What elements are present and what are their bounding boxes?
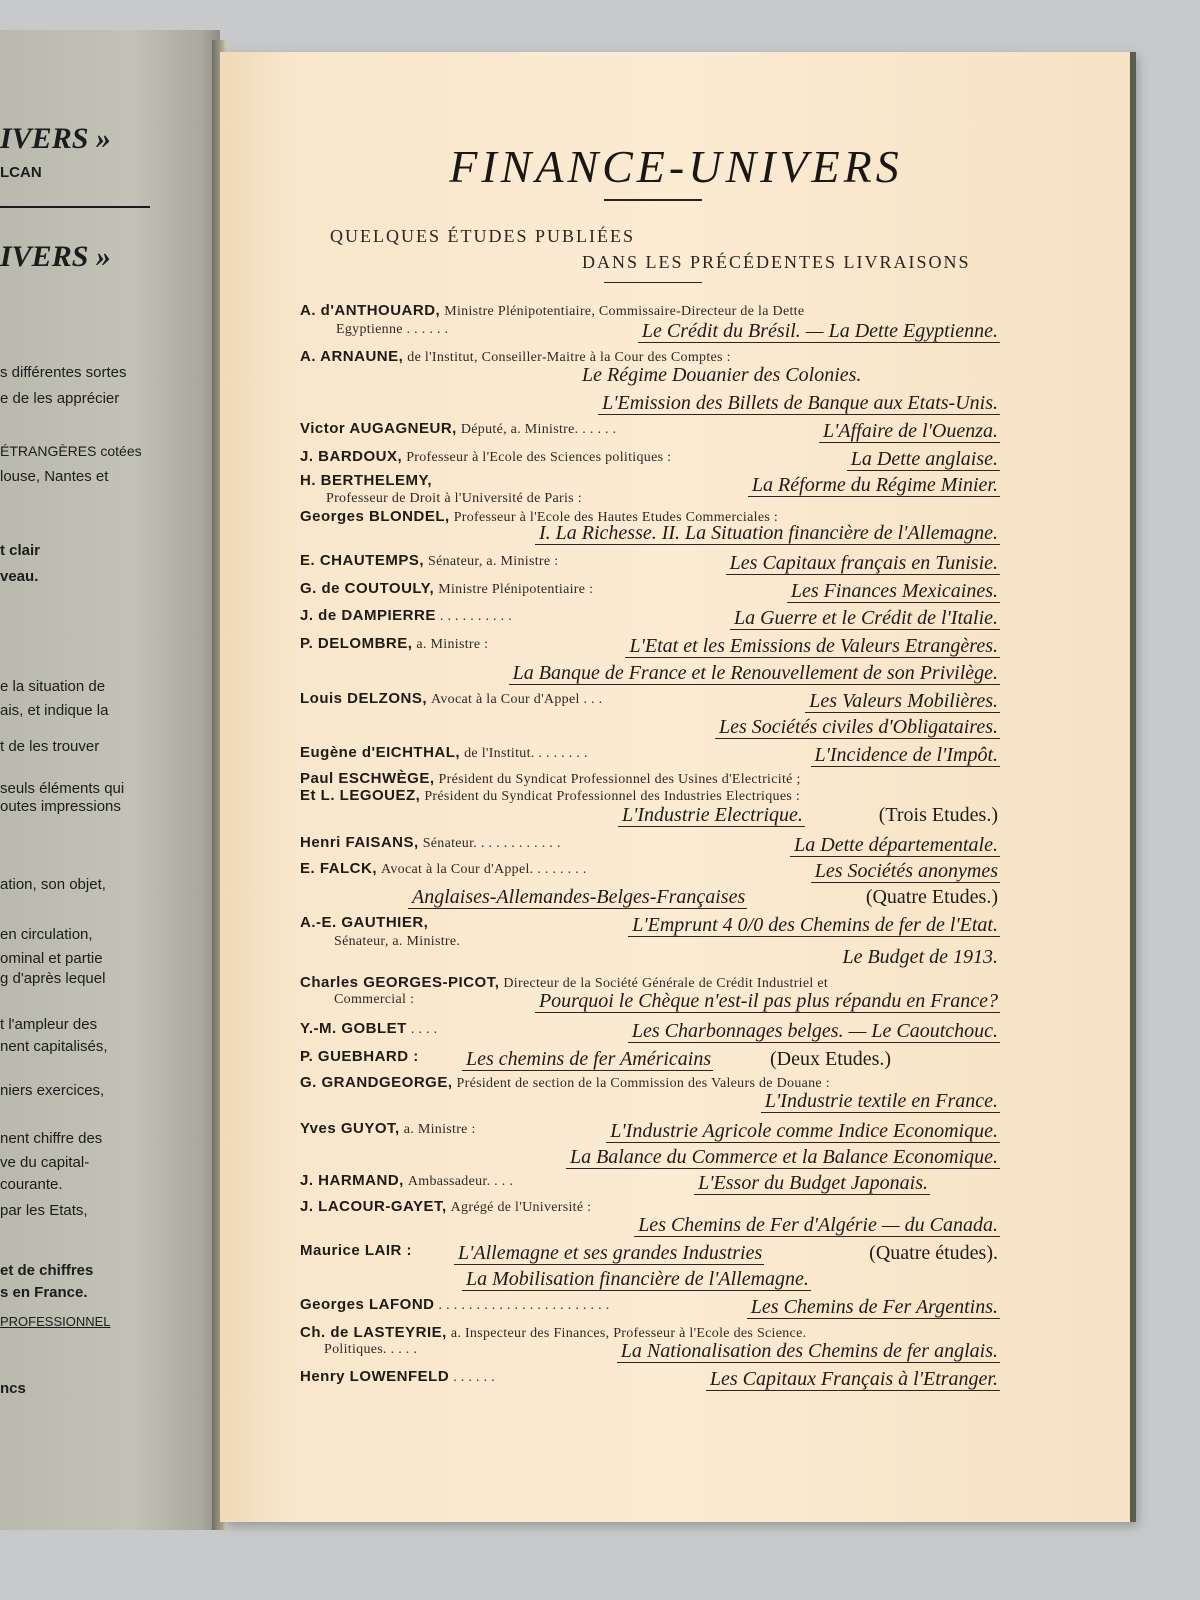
entry-info: Ministre Plénipotentiaire :	[438, 582, 594, 597]
entry-title: Pourquoi le Chèque n'est-il pas plus répandu en France?	[535, 990, 1000, 1013]
entry-title: L'Essor du Budget Japonais.	[694, 1172, 930, 1195]
left-line: t l'ampleur des	[0, 1016, 98, 1033]
left-line: louse, Nantes et	[0, 468, 109, 485]
entry-title: L'Industrie Agricole comme Indice Economique.	[606, 1120, 1000, 1143]
entry-berthelemy	[300, 472, 1000, 496]
entry-author: Georges BLONDEL,	[300, 508, 450, 525]
entry-falck	[300, 860, 1000, 882]
left-line: IVERS »	[0, 122, 111, 155]
entry-berthelemy-2	[300, 489, 1000, 507]
page-title: FINANCE-UNIVERS	[449, 141, 903, 192]
entry-augagneur	[300, 420, 1000, 442]
entry-info: Président de section de la Commission des Valeurs de Douane :	[456, 1076, 830, 1091]
entry-title: Anglaises-Allemandes-Belges-Françaises	[408, 886, 747, 909]
entry-author: Ch. de LASTEYRIE,	[300, 1324, 447, 1341]
entry-info: Politiques. . . . .	[324, 1342, 418, 1357]
entry-author: Paul ESCHWÈGE,	[300, 770, 435, 787]
entry-eschwege	[300, 770, 1000, 788]
entry-eichthal	[300, 744, 1000, 766]
subtitle-line-1: QUELQUES ÉTUDES PUBLIÉES	[330, 226, 635, 246]
left-line: s en France.	[0, 1284, 88, 1301]
left-line: courante.	[0, 1176, 63, 1193]
left-line: g d'après lequel	[0, 970, 106, 987]
entry-title: Les Valeurs Mobilières.	[805, 690, 1000, 713]
entry-georges-picot-2	[300, 990, 1000, 1012]
entry-title: Les Sociétés civiles d'Obligataires.	[715, 716, 1000, 739]
entry-author: J. HARMAND,	[300, 1172, 404, 1189]
left-line: et de chiffres	[0, 1262, 94, 1279]
entry-title: La Réforme du Régime Minier.	[748, 474, 1000, 497]
entry-legouez	[300, 787, 1000, 805]
entry-author: E. CHAUTEMPS,	[300, 552, 425, 569]
entry-info: . . . . . .	[453, 1370, 495, 1385]
right-page	[220, 52, 1132, 1522]
entry-info: Sénateur, a. Ministre.	[334, 934, 461, 949]
entry-title: Les Finances Mexicaines.	[787, 580, 1000, 603]
entry-info: Ambassadeur. . . .	[407, 1174, 514, 1189]
left-rule	[0, 206, 150, 208]
entry-author: Y.-M. GOBLET	[300, 1020, 407, 1037]
entry-author: Henry LOWENFELD	[300, 1368, 450, 1385]
entry-title: La Dette départementale.	[790, 834, 1000, 857]
left-line: ation, son objet,	[0, 876, 106, 893]
entry-title: La Banque de France et le Renouvellement de son Privilège.	[509, 662, 1000, 685]
left-line: PROFESSIONNEL	[0, 1314, 111, 1329]
entry-author: Georges LAFOND	[300, 1296, 435, 1313]
entry-author: G. GRANDGEORGE,	[300, 1074, 453, 1091]
entry-info: a. Ministre :	[416, 637, 489, 652]
left-line: t clair	[0, 542, 41, 559]
entry-title: L'Affaire de l'Ouenza.	[819, 420, 1000, 443]
entry-title: L'Industrie textile en France.	[761, 1090, 1000, 1113]
entry-author: P. DELOMBRE,	[300, 635, 413, 652]
entry-guebhard	[300, 1048, 1000, 1070]
left-line: seuls éléments qui	[0, 780, 125, 797]
entry-lafond	[300, 1296, 1000, 1318]
entry-title: L'Emission des Billets de Banque aux Etats-Unis.	[598, 392, 1000, 415]
entry-harmand	[300, 1172, 1000, 1194]
subtitle-line-2: DANS LES PRÉCÉDENTES LIVRAISONS	[582, 252, 971, 272]
entry-note: (Deux Etudes.)	[770, 1048, 892, 1070]
entry-author: Louis DELZONS,	[300, 690, 427, 707]
entry-author: Maurice LAIR :	[300, 1242, 413, 1259]
left-line: s différentes sortes	[0, 364, 127, 381]
entry-info: Egyptienne . . . . . .	[336, 322, 449, 337]
entry-goblet	[300, 1020, 1000, 1042]
entry-info: Président du Syndicat Professionnel des Industries Electriques :	[424, 789, 801, 804]
entry-title: Le Crédit du Brésil. — La Dette Egyptienne.	[638, 320, 1000, 343]
entry-author: P. GUEBHARD :	[300, 1048, 419, 1065]
entry-info: Agrégé de l'Université :	[450, 1200, 592, 1215]
entry-author: Et L. LEGOUEZ,	[300, 787, 421, 804]
entry-title: Les Sociétés anonymes	[811, 860, 1000, 883]
entry-info: Directeur de la Société Générale de Crédit Industriel et	[503, 976, 829, 991]
entry-author: Yves GUYOT,	[300, 1120, 400, 1137]
entry-anthouard	[300, 302, 1000, 320]
entry-chautemps	[300, 552, 1000, 574]
entry-title: Les Chemins de Fer Argentins.	[747, 1296, 1000, 1319]
entry-title: La Dette anglaise.	[847, 448, 1000, 471]
entry-title: Le Budget de 1913.	[842, 946, 998, 968]
entry-info: . . . .	[410, 1022, 438, 1037]
entry-author: H. BERTHELEMY,	[300, 472, 433, 489]
entry-lasteyrie-2	[300, 1340, 1000, 1362]
entry-lowenfeld	[300, 1368, 1000, 1390]
entry-info: Professeur de Droit à l'Université de Paris :	[326, 491, 582, 506]
entry-title: Les chemins de fer Américains	[462, 1048, 713, 1071]
entry-author: J. BARDOUX,	[300, 448, 403, 465]
entry-author: G. de COUTOULY,	[300, 580, 435, 597]
entry-author: J. de DAMPIERRE	[300, 607, 436, 624]
left-line: ominal et partie	[0, 950, 103, 967]
subtitle-rule	[604, 282, 702, 283]
left-line: t de les trouver	[0, 738, 100, 755]
entry-author: Victor AUGAGNEUR,	[300, 420, 457, 437]
entry-info: Avocat à la Cour d'Appel. . . . . . . .	[381, 862, 587, 877]
page-edge	[1130, 52, 1136, 1522]
entry-info: Député, a. Ministre. . . . . .	[460, 422, 617, 437]
entry-info: Professeur à l'Ecole des Hautes Etudes Commerciales :	[453, 510, 779, 525]
entry-note: (Quatre Etudes.)	[865, 886, 998, 908]
entry-title: Les Capitaux Français à l'Etranger.	[706, 1368, 1000, 1391]
entry-bardoux	[300, 448, 1000, 470]
entry-title: I. La Richesse. II. La Situation financière de l'Allemagne.	[535, 522, 1000, 545]
title-rule	[604, 199, 702, 201]
entry-guyot	[300, 1120, 1000, 1142]
entry-title: L'Incidence de l'Impôt.	[811, 744, 1001, 767]
entry-lair	[300, 1242, 1000, 1264]
entry-dampierre	[300, 607, 1000, 629]
left-line: nent chiffre des	[0, 1130, 103, 1147]
entry-info: a. Inspecteur des Finances, Professeur à l'Ecole des Science.	[450, 1326, 807, 1341]
entry-author: Charles GEORGES-PICOT,	[300, 974, 500, 991]
entry-coutouly	[300, 580, 1000, 602]
entry-info: . . . . . . . . . . . . . . . . . . . . . . .	[438, 1298, 610, 1313]
entry-title: Les Capitaux français en Tunisie.	[726, 552, 1000, 575]
entry-author: A. ARNAUNE,	[300, 348, 404, 365]
entry-delzons	[300, 690, 1000, 712]
entry-info: Professeur à l'Ecole des Sciences politiques :	[406, 450, 672, 465]
left-line: niers exercices,	[0, 1082, 105, 1099]
entry-title: Les Chemins de Fer d'Algérie — du Canada.	[634, 1214, 1000, 1237]
entry-title: L'Allemagne et ses grandes Industries	[454, 1242, 764, 1265]
entry-title: Le Régime Douanier des Colonies.	[582, 364, 862, 386]
entry-title: L'Etat et les Emissions de Valeurs Etrangères.	[625, 635, 1000, 658]
entry-info: Avocat à la Cour d'Appel . . .	[431, 692, 603, 707]
entry-title: La Nationalisation des Chemins de fer anglais.	[617, 1340, 1000, 1363]
entry-author: A.-E. GAUTHIER,	[300, 914, 429, 931]
entry-info: de l'Institut, Conseiller-Maitre à la Cour des Comptes :	[407, 350, 731, 365]
left-line: ve du capital-	[0, 1154, 90, 1171]
entry-info: . . . . . . . . . .	[439, 609, 513, 624]
entry-title: Les Charbonnages belges. — Le Caoutchouc.	[628, 1020, 1000, 1043]
entry-title: La Guerre et le Crédit de l'Italie.	[730, 607, 1000, 630]
entry-info: de l'Institut. . . . . . . .	[464, 746, 588, 761]
entry-anthouard-2	[300, 320, 1000, 342]
left-line: outes impressions	[0, 798, 121, 815]
entry-title: L'Emprunt 4 0/0 des Chemins de fer de l'Etat.	[628, 914, 1000, 937]
entry-info: Sénateur, a. Ministre :	[428, 554, 559, 569]
entry-info: a. Ministre :	[403, 1122, 476, 1137]
left-line: ÉTRANGÈRES cotées	[0, 443, 142, 459]
left-line: ncs	[0, 1380, 26, 1397]
entry-faisans	[300, 834, 1000, 856]
entry-author: J. LACOUR-GAYET,	[300, 1198, 447, 1215]
left-line: e la situation de	[0, 678, 106, 695]
entry-title: La Mobilisation financière de l'Allemagne.	[462, 1268, 811, 1291]
left-page	[0, 30, 220, 1530]
entry-info: Commercial :	[334, 992, 415, 1007]
left-line: par les Etats,	[0, 1202, 88, 1219]
left-line: en circulation,	[0, 926, 93, 943]
entry-author: Henri FAISANS,	[300, 834, 419, 851]
entry-info: Ministre Plénipotentiaire, Commissaire-Directeur de la Dette	[444, 304, 805, 319]
entry-author: E. FALCK,	[300, 860, 378, 877]
entry-note: (Quatre études).	[869, 1242, 998, 1264]
entry-author: A. d'ANTHOUARD,	[300, 302, 441, 319]
left-line: LCAN	[0, 164, 42, 181]
entry-title: L'Industrie Electrique.	[618, 804, 805, 827]
left-line: veau.	[0, 568, 39, 585]
left-line: IVERS »	[0, 240, 111, 273]
left-line: ais, et indique la	[0, 702, 109, 719]
left-line: e de les apprécier	[0, 390, 120, 407]
entry-info: Président du Syndicat Professionnel des Usines d'Electricité ;	[438, 772, 801, 787]
entry-title: La Balance du Commerce et la Balance Economique.	[566, 1146, 1000, 1169]
entry-note: (Trois Etudes.)	[878, 804, 998, 826]
entry-info: Sénateur. . . . . . . . . . . .	[422, 836, 561, 851]
entry-gauthier	[300, 914, 1000, 936]
entry-delombre	[300, 635, 1000, 657]
entry-author: Eugène d'EICHTHAL,	[300, 744, 461, 761]
left-line: nent capitalisés,	[0, 1038, 108, 1055]
